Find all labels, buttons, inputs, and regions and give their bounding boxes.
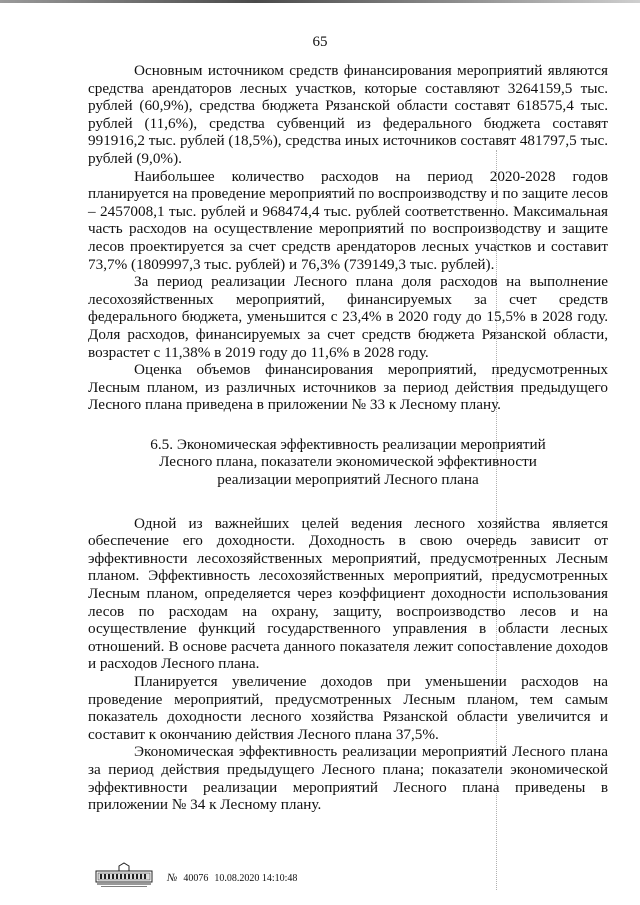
scan-top-edge [0,0,640,3]
paragraph-funding-sources: Основным источником средств финансирования мероприятий являются средства арендаторов лесных участков, которые составляют 3264159,5 тыс. рублей (60,9%), средства бюджета Рязанской области составят 618575,4 тыс. рублей (11,6%), средства субвенций из федерального бюджета составят 991916,2 тыс. рублей (18,5%), средства иных источников составят 481797,5 тыс. рублей (9,0%). [88,62,608,167]
paragraph-income-increase: Планируется увеличение доходов при уменьшении расходов на проведение мероприятий, предусмотренных Лесным планом, тем самым показатель доходности лесного хозяйства Рязанской области увеличится и составит к окончанию действия Лесного плана 37,5%. [88,673,608,743]
registration-datetime: 10.08.2020 14:10:48 [214,873,298,884]
section-heading-line: 6.5. Экономическая эффективность реализации мероприятий [150,435,546,453]
registration-number-sign: № [167,872,178,884]
paragraph-economic-efficiency: Экономическая эффективность реализации мероприятий Лесного плана за период действия предыдущего Лесного плана; показатели экономической эффективности реализации мероприятий Лесного плана приведены в приложении № 34 к Лесному плану. [88,743,608,814]
registration-number: 40076 [183,873,209,884]
document-body [88,62,608,814]
section-heading-line: реализации мероприятий Лесного плана [217,471,479,489]
paragraph-expense-distribution: Наибольшее количество расходов на период 2020-2028 годов планируется на проведение мероприятий по воспроизводству и по защите лесов – 2457008,1 тыс. рублей и 968474,4 тыс. рублей соответственно. Максимальная часть расходов на осуществление мероприятий по воспроизводству и защите лесов проектируется за счет средств арендаторов лесных участков и составит 73,7% (1809997,3 тыс. рублей) и 76,3% (739149,3 тыс. рублей). [88,167,609,273]
page-number: 65 [312,34,328,50]
section-heading-line: Лесного плана, показатели экономической эффективности [159,453,537,471]
paragraph-profitability: Одной из важнейших целей ведения лесного хозяйства является обеспечение его доходности. Доходность в свою очередь зависит от эффективности лесохозяйственных мероприятий, предусмотренных Лесным планом. Эффективность лесохозяйственных мероприятий, предусмотренных Лесным планом, определяется через коэффициент доходности использования лесов по расходам на охрану, защиту, воспроизводство лесов и на осуществление функций государственного управления в области лесных отношений. В основе расчета данного показателя лежит сопоставление доходов и расходов Лесного плана. [88,514,608,673]
registration-info [167,872,297,888]
paragraph-funding-assessment: Оценка объемов финансирования мероприятий, предусмотренных Лесным планом, из различных источников за период действия предыдущего Лесного плана приведена в приложении № 33 к Лесному плану. [88,361,608,414]
registration-stamp-icon [95,862,153,888]
paragraph-budget-share: За период реализации Лесного плана доля расходов на выполнение лесохозяйственных мероприятий, финансируемых за счет средств федерального бюджета, уменьшится с 23,4% в 2020 году до 15,5% в 2028 году. Доля расходов, финансируемых за счет средств бюджета Рязанской области, возрастет с 11,38% в 2019 году до 11,6% в 2028 году. [88,273,608,361]
registration-footer [95,858,297,888]
section-heading [88,436,608,489]
